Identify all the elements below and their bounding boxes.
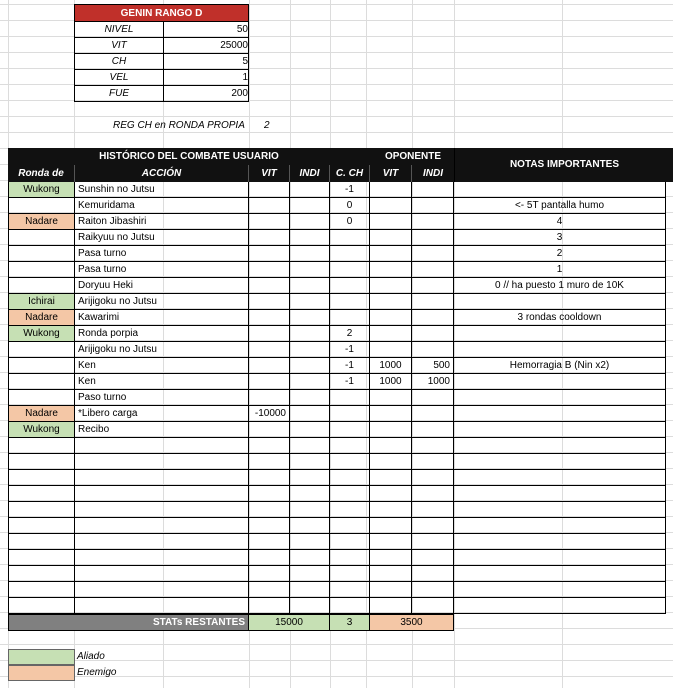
header-opponent[interactable]: OPONENTE: [370, 148, 456, 165]
cell-cch[interactable]: -1: [330, 182, 370, 198]
reg-ch-value[interactable]: 2: [264, 120, 270, 131]
cell-ovit[interactable]: [370, 390, 412, 406]
cell-ovit[interactable]: [370, 534, 412, 550]
cell-oindi[interactable]: [412, 342, 454, 358]
cell-cch[interactable]: [330, 230, 370, 246]
cell-nota[interactable]: [454, 550, 666, 566]
cell-nota[interactable]: 3: [454, 230, 666, 246]
cell-nota[interactable]: [454, 326, 666, 342]
cell-cch[interactable]: [330, 310, 370, 326]
cell-cch[interactable]: [330, 598, 370, 614]
cell-ovit[interactable]: [370, 598, 412, 614]
cell-vit[interactable]: [249, 198, 290, 214]
stat-value[interactable]: 5: [242, 56, 248, 67]
cell-ronda[interactable]: Nadare: [8, 406, 75, 422]
footer-cch[interactable]: 3: [330, 614, 370, 631]
cell-oindi[interactable]: [412, 262, 454, 278]
cell-accion[interactable]: [75, 438, 249, 454]
cell-oindi[interactable]: [412, 534, 454, 550]
cell-vit[interactable]: [249, 518, 290, 534]
cell-cch[interactable]: [330, 438, 370, 454]
cell-vit[interactable]: [249, 550, 290, 566]
cell-oindi[interactable]: [412, 310, 454, 326]
col-op-vit[interactable]: VIT: [370, 165, 412, 182]
footer-vit[interactable]: 15000: [249, 614, 330, 631]
cell-accion[interactable]: [75, 550, 249, 566]
cell-indi[interactable]: [290, 566, 330, 582]
cell-vit[interactable]: [249, 182, 290, 198]
cell-vit[interactable]: [249, 374, 290, 390]
cell-nota[interactable]: [454, 422, 666, 438]
cell-ovit[interactable]: [370, 502, 412, 518]
cell-vit[interactable]: [249, 582, 290, 598]
cell-accion[interactable]: Ken: [75, 374, 249, 390]
cell-vit[interactable]: [249, 502, 290, 518]
cell-cch[interactable]: 0: [330, 214, 370, 230]
cell-nota[interactable]: [454, 374, 666, 390]
cell-vit[interactable]: [249, 246, 290, 262]
cell-ovit[interactable]: [370, 582, 412, 598]
cell-oindi[interactable]: [412, 598, 454, 614]
cell-accion[interactable]: Arijigoku no Jutsu: [75, 342, 249, 358]
cell-accion[interactable]: [75, 502, 249, 518]
cell-nota[interactable]: [454, 406, 666, 422]
cell-nota[interactable]: [454, 470, 666, 486]
cell-ovit[interactable]: [370, 326, 412, 342]
cell-accion[interactable]: Ronda porpia: [75, 326, 249, 342]
header-user[interactable]: HISTÓRICO DEL COMBATE USUARIO: [8, 148, 370, 165]
cell-ronda[interactable]: Ichirai: [8, 294, 75, 310]
cell-vit[interactable]: [249, 230, 290, 246]
cell-accion[interactable]: Recibo: [75, 422, 249, 438]
cell-oindi[interactable]: [412, 198, 454, 214]
cell-cch[interactable]: [330, 582, 370, 598]
cell-vit[interactable]: [249, 486, 290, 502]
cell-ovit[interactable]: [370, 310, 412, 326]
cell-nota[interactable]: [454, 294, 666, 310]
cell-ovit[interactable]: [370, 518, 412, 534]
cell-indi[interactable]: [290, 358, 330, 374]
cell-ovit[interactable]: [370, 566, 412, 582]
legend-label-aliado[interactable]: Aliado: [77, 651, 105, 662]
cell-nota[interactable]: Hemorragia B (Nin x2): [454, 358, 666, 374]
cell-nota[interactable]: [454, 486, 666, 502]
stats-row[interactable]: [74, 54, 249, 70]
cell-ronda[interactable]: [8, 358, 75, 374]
cell-indi[interactable]: [290, 454, 330, 470]
cell-accion[interactable]: Raikyuu no Jutsu: [75, 230, 249, 246]
cell-indi[interactable]: [290, 342, 330, 358]
cell-vit[interactable]: [249, 326, 290, 342]
cell-indi[interactable]: [290, 278, 330, 294]
footer-opponent[interactable]: 3500: [370, 614, 454, 631]
cell-ronda[interactable]: [8, 278, 75, 294]
cell-nota[interactable]: 3 rondas cooldown: [454, 310, 666, 326]
cell-vit[interactable]: [249, 214, 290, 230]
footer-label[interactable]: STATs RESTANTES: [8, 614, 249, 631]
cell-ovit[interactable]: [370, 278, 412, 294]
cell-ovit[interactable]: [370, 342, 412, 358]
cell-vit[interactable]: [249, 470, 290, 486]
cell-vit[interactable]: [249, 390, 290, 406]
cell-cch[interactable]: [330, 550, 370, 566]
cell-nota[interactable]: [454, 582, 666, 598]
cell-vit[interactable]: -10000: [249, 406, 290, 422]
cell-oindi[interactable]: [412, 502, 454, 518]
cell-indi[interactable]: [290, 406, 330, 422]
cell-ronda[interactable]: Nadare: [8, 310, 75, 326]
cell-oindi[interactable]: [412, 214, 454, 230]
cell-nota[interactable]: 4: [454, 214, 666, 230]
cell-ronda[interactable]: [8, 342, 75, 358]
cell-vit[interactable]: [249, 422, 290, 438]
cell-accion[interactable]: [75, 582, 249, 598]
cell-accion[interactable]: [75, 598, 249, 614]
stat-value[interactable]: 50: [236, 24, 248, 35]
stat-label[interactable]: FUE: [75, 86, 164, 101]
stats-title[interactable]: GENIN RANGO D: [74, 4, 249, 22]
legend-label-enemigo[interactable]: Enemigo: [77, 667, 117, 678]
col-op-indi[interactable]: INDI: [412, 165, 454, 182]
cell-ronda[interactable]: [8, 502, 75, 518]
cell-oindi[interactable]: [412, 390, 454, 406]
cell-indi[interactable]: [290, 246, 330, 262]
combat-table: [8, 148, 624, 632]
cell-indi[interactable]: [290, 262, 330, 278]
cell-nota[interactable]: [454, 454, 666, 470]
cell-accion[interactable]: Ken: [75, 358, 249, 374]
cell-indi[interactable]: [290, 502, 330, 518]
cell-nota[interactable]: <- 5T pantalla humo: [454, 198, 666, 214]
cell-oindi[interactable]: [412, 566, 454, 582]
cell-vit[interactable]: [249, 358, 290, 374]
cell-oindi[interactable]: [412, 518, 454, 534]
cell-accion[interactable]: [75, 534, 249, 550]
cell-nota[interactable]: [454, 566, 666, 582]
cell-accion[interactable]: [75, 486, 249, 502]
stat-value[interactable]: 25000: [220, 40, 248, 51]
cell-nota[interactable]: [454, 534, 666, 550]
stats-row[interactable]: [74, 22, 249, 38]
cell-vit[interactable]: [249, 262, 290, 278]
stat-label[interactable]: VEL: [75, 70, 164, 85]
cell-accion[interactable]: Arijigoku no Jutsu: [75, 294, 249, 310]
cell-cch[interactable]: [330, 422, 370, 438]
cell-ronda[interactable]: [8, 550, 75, 566]
cell-cch[interactable]: [330, 246, 370, 262]
grid-line: [0, 132, 673, 133]
cell-indi[interactable]: [290, 518, 330, 534]
cell-oindi[interactable]: [412, 550, 454, 566]
cell-vit[interactable]: [249, 294, 290, 310]
cell-indi[interactable]: [290, 230, 330, 246]
stats-row[interactable]: [74, 86, 249, 102]
cell-accion[interactable]: Kemuridama: [75, 198, 249, 214]
cell-accion[interactable]: Kawarimi: [75, 310, 249, 326]
cell-nota[interactable]: [454, 438, 666, 454]
cell-nota[interactable]: 1: [454, 262, 666, 278]
cell-ronda[interactable]: Wukong: [8, 422, 75, 438]
col-accion[interactable]: ACCIÓN: [75, 165, 249, 182]
cell-ovit[interactable]: [370, 230, 412, 246]
cell-indi[interactable]: [290, 534, 330, 550]
cell-accion[interactable]: Pasa turno: [75, 246, 249, 262]
cell-cch[interactable]: -1: [330, 342, 370, 358]
cell-cch[interactable]: [330, 294, 370, 310]
stat-label[interactable]: VIT: [75, 38, 164, 53]
col-vit[interactable]: VIT: [249, 165, 290, 182]
cell-nota[interactable]: [454, 342, 666, 358]
reg-ch-label[interactable]: REG CH en RONDA PROPIA: [113, 120, 245, 131]
cell-indi[interactable]: [290, 214, 330, 230]
cell-ovit[interactable]: [370, 294, 412, 310]
cell-vit[interactable]: [249, 342, 290, 358]
cell-ovit[interactable]: [370, 422, 412, 438]
cell-vit[interactable]: [249, 310, 290, 326]
cell-ronda[interactable]: [8, 470, 75, 486]
cell-indi[interactable]: [290, 374, 330, 390]
cell-ovit[interactable]: 1000: [370, 374, 412, 390]
cell-ronda[interactable]: [8, 246, 75, 262]
cell-cch[interactable]: 2: [330, 326, 370, 342]
cell-indi[interactable]: [290, 582, 330, 598]
cell-ronda[interactable]: [8, 374, 75, 390]
col-cch[interactable]: C. CH: [330, 165, 370, 182]
cell-vit[interactable]: [249, 598, 290, 614]
stat-label[interactable]: NIVEL: [75, 22, 164, 37]
grid-line: [0, 644, 673, 645]
cell-ronda[interactable]: [8, 566, 75, 582]
grid-line: [0, 116, 673, 117]
cell-accion[interactable]: [75, 470, 249, 486]
cell-oindi[interactable]: [412, 470, 454, 486]
cell-indi[interactable]: [290, 422, 330, 438]
legend-swatch-aliado: [8, 649, 75, 665]
cell-oindi[interactable]: [412, 246, 454, 262]
cell-nota[interactable]: 2: [454, 246, 666, 262]
cell-oindi[interactable]: [412, 182, 454, 198]
cell-accion[interactable]: Raiton Jibashiri: [75, 214, 249, 230]
cell-cch[interactable]: [330, 486, 370, 502]
cell-accion[interactable]: Doryuu Heki: [75, 278, 249, 294]
cell-indi[interactable]: [290, 198, 330, 214]
cell-oindi[interactable]: [412, 438, 454, 454]
legend-swatch-enemigo: [8, 665, 75, 681]
cell-accion[interactable]: [75, 454, 249, 470]
cell-cch[interactable]: 0: [330, 198, 370, 214]
cell-ronda[interactable]: Nadare: [8, 214, 75, 230]
cell-vit[interactable]: [249, 438, 290, 454]
cell-accion[interactable]: Paso turno: [75, 390, 249, 406]
cell-nota[interactable]: [454, 502, 666, 518]
cell-ronda[interactable]: [8, 198, 75, 214]
cell-ronda[interactable]: [8, 598, 75, 614]
cell-vit[interactable]: [249, 534, 290, 550]
cell-accion[interactable]: [75, 518, 249, 534]
cell-oindi[interactable]: [412, 278, 454, 294]
cell-indi[interactable]: [290, 310, 330, 326]
cell-cch[interactable]: [330, 518, 370, 534]
cell-ronda[interactable]: [8, 438, 75, 454]
col-ronda[interactable]: Ronda de: [8, 165, 75, 182]
cell-cch[interactable]: [330, 534, 370, 550]
cell-ronda[interactable]: [8, 534, 75, 550]
cell-indi[interactable]: [290, 182, 330, 198]
cell-ovit[interactable]: [370, 246, 412, 262]
cell-vit[interactable]: [249, 278, 290, 294]
cell-oindi[interactable]: [412, 486, 454, 502]
cell-cch[interactable]: -1: [330, 358, 370, 374]
cell-accion[interactable]: Sunshin no Jutsu: [75, 182, 249, 198]
cell-ovit[interactable]: 1000: [370, 358, 412, 374]
stats-box: [74, 4, 249, 102]
cell-indi[interactable]: [290, 598, 330, 614]
stat-value[interactable]: 200: [231, 88, 248, 99]
cell-oindi[interactable]: [412, 582, 454, 598]
cell-ronda[interactable]: [8, 582, 75, 598]
cell-indi[interactable]: [290, 390, 330, 406]
cell-accion[interactable]: Pasa turno: [75, 262, 249, 278]
cell-oindi[interactable]: [412, 230, 454, 246]
cell-indi[interactable]: [290, 550, 330, 566]
cell-ronda[interactable]: Wukong: [8, 326, 75, 342]
cell-ovit[interactable]: [370, 406, 412, 422]
stat-label[interactable]: CH: [75, 54, 164, 69]
cell-accion[interactable]: *Libero carga: [75, 406, 249, 422]
cell-nota[interactable]: [454, 598, 666, 614]
cell-ovit[interactable]: [370, 182, 412, 198]
cell-ovit[interactable]: [370, 470, 412, 486]
cell-nota[interactable]: 0 // ha puesto 1 muro de 10K: [454, 278, 666, 294]
cell-indi[interactable]: [290, 294, 330, 310]
cell-oindi[interactable]: [412, 422, 454, 438]
cell-indi[interactable]: [290, 326, 330, 342]
cell-cch[interactable]: [330, 566, 370, 582]
cell-oindi[interactable]: [412, 454, 454, 470]
cell-ovit[interactable]: [370, 262, 412, 278]
cell-oindi[interactable]: 1000: [412, 374, 454, 390]
cell-cch[interactable]: [330, 262, 370, 278]
cell-vit[interactable]: [249, 454, 290, 470]
cell-accion[interactable]: [75, 566, 249, 582]
cell-cch[interactable]: [330, 406, 370, 422]
cell-ovit[interactable]: [370, 214, 412, 230]
cell-ronda[interactable]: Wukong: [8, 182, 75, 198]
cell-ronda[interactable]: [8, 230, 75, 246]
cell-oindi[interactable]: [412, 294, 454, 310]
cell-ovit[interactable]: [370, 438, 412, 454]
cell-cch[interactable]: -1: [330, 374, 370, 390]
cell-ronda[interactable]: [8, 486, 75, 502]
cell-oindi[interactable]: 500: [412, 358, 454, 374]
cell-nota[interactable]: [454, 518, 666, 534]
cell-cch[interactable]: [330, 390, 370, 406]
cell-nota[interactable]: [454, 182, 666, 198]
cell-oindi[interactable]: [412, 326, 454, 342]
cell-ovit[interactable]: [370, 486, 412, 502]
cell-ronda[interactable]: [8, 262, 75, 278]
cell-cch[interactable]: [330, 470, 370, 486]
cell-cch[interactable]: [330, 502, 370, 518]
cell-ronda[interactable]: [8, 454, 75, 470]
cell-vit[interactable]: [249, 566, 290, 582]
cell-ovit[interactable]: [370, 454, 412, 470]
cell-ronda[interactable]: [8, 518, 75, 534]
stat-value[interactable]: 1: [242, 72, 248, 83]
stats-row[interactable]: [74, 38, 249, 54]
cell-indi[interactable]: [290, 486, 330, 502]
header-notes[interactable]: NOTAS IMPORTANTES: [454, 148, 673, 182]
cell-ovit[interactable]: [370, 550, 412, 566]
col-indi[interactable]: INDI: [290, 165, 330, 182]
stats-row[interactable]: [74, 70, 249, 86]
cell-indi[interactable]: [290, 438, 330, 454]
cell-nota[interactable]: [454, 390, 666, 406]
cell-cch[interactable]: [330, 454, 370, 470]
cell-ronda[interactable]: [8, 390, 75, 406]
cell-cch[interactable]: [330, 278, 370, 294]
cell-indi[interactable]: [290, 470, 330, 486]
cell-oindi[interactable]: [412, 406, 454, 422]
cell-ovit[interactable]: [370, 198, 412, 214]
